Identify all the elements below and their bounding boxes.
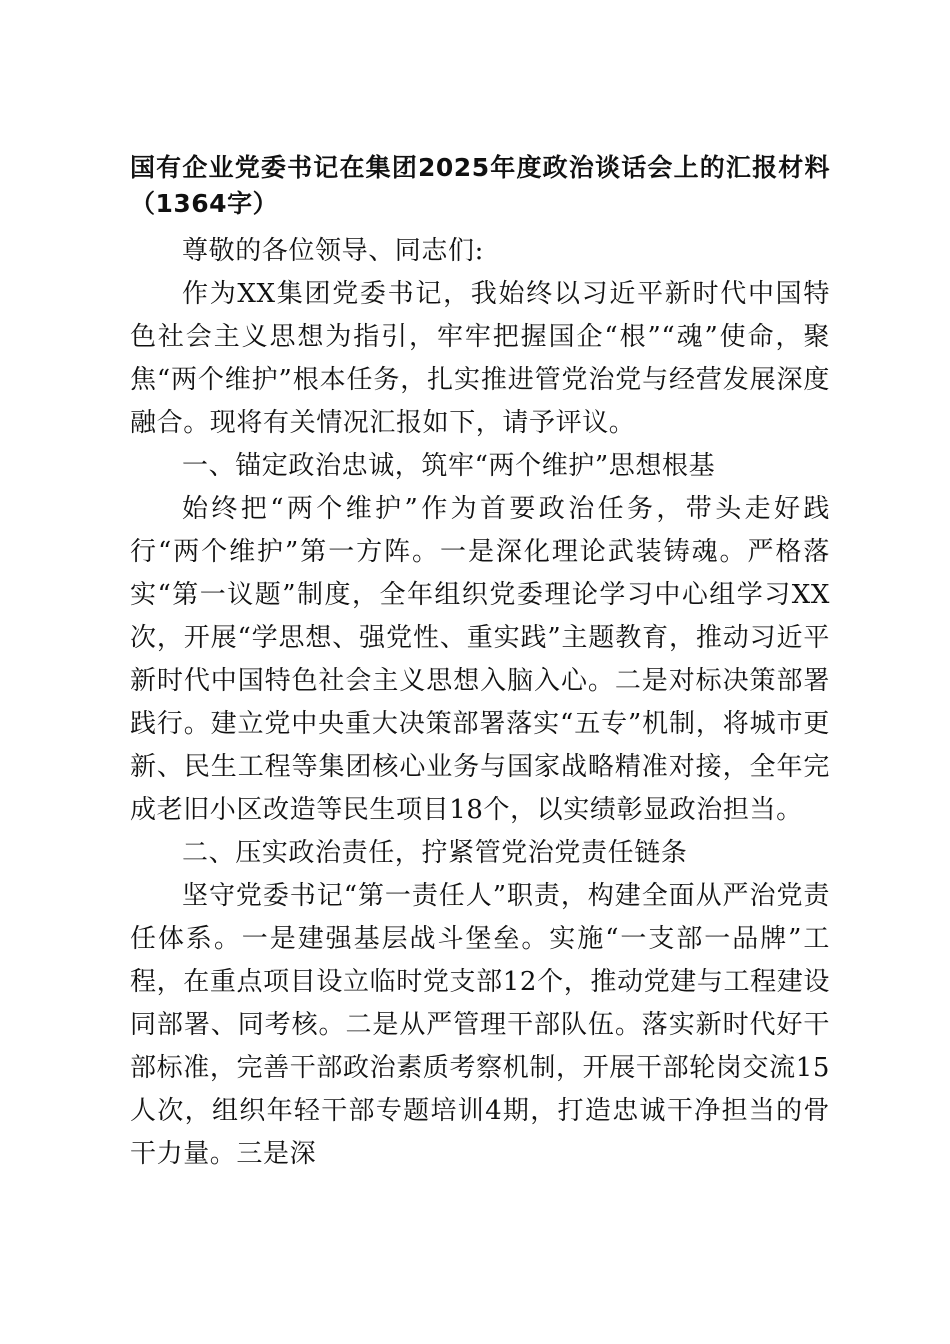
document-title: 国有企业党委书记在集团2025年度政治谈话会上的汇报材料（1364字） xyxy=(130,153,830,218)
intro-paragraph: 作为XX集团党委书记，我始终以习近平新时代中国特色社会主义思想为指引，牢牢把握国企“根”“魂”使命，聚焦“两个维护”根本任务，扎实推进管党治党与经营发展深度融合。现将有关情况汇报如下，请予评议。 xyxy=(130,279,830,438)
section-body-2: 坚守党委书记“第一责任人”职责，构建全面从严治党责任体系。一是建强基层战斗堡垒。实施“一支部一品牌”工程，在重点项目设立临时党支部12个，推动党建与工程建设同部署、同考核。二是从严管理干部队伍。落实新时代好干部标准，完善干部政治素质考察机制，开展干部轮岗交流15人次，组织年轻干部专题培训4期，打造忠诚干净担当的骨干力量。三是深 xyxy=(130,881,830,1169)
section-heading-1: 一、锚定政治忠诚，筑牢“两个维护”思想根基 xyxy=(182,451,716,481)
section-heading-2: 二、压实政治责任，拧紧管党治党责任链条 xyxy=(182,838,688,868)
salutation: 尊敬的各位领导、同志们: xyxy=(182,236,484,266)
document-body xyxy=(130,150,830,1176)
section-body-1: 始终把“两个维护”作为首要政治任务，带头走好践行“两个维护”第一方阵。一是深化理论武装铸魂。严格落实“第一议题”制度，全年组织党委理论学习中心组学习XX次，开展“学思想、强党性、重实践”主题教育，推动习近平新时代中国特色社会主义思想入脑入心。二是对标决策部署践行。建立党中央重大决策部署落实“五专”机制，将城市更新、民生工程等集团核心业务与国家战略精准对接，全年完成老旧小区改造等民生项目18个，以实绩彰显政治担当。 xyxy=(130,494,830,825)
